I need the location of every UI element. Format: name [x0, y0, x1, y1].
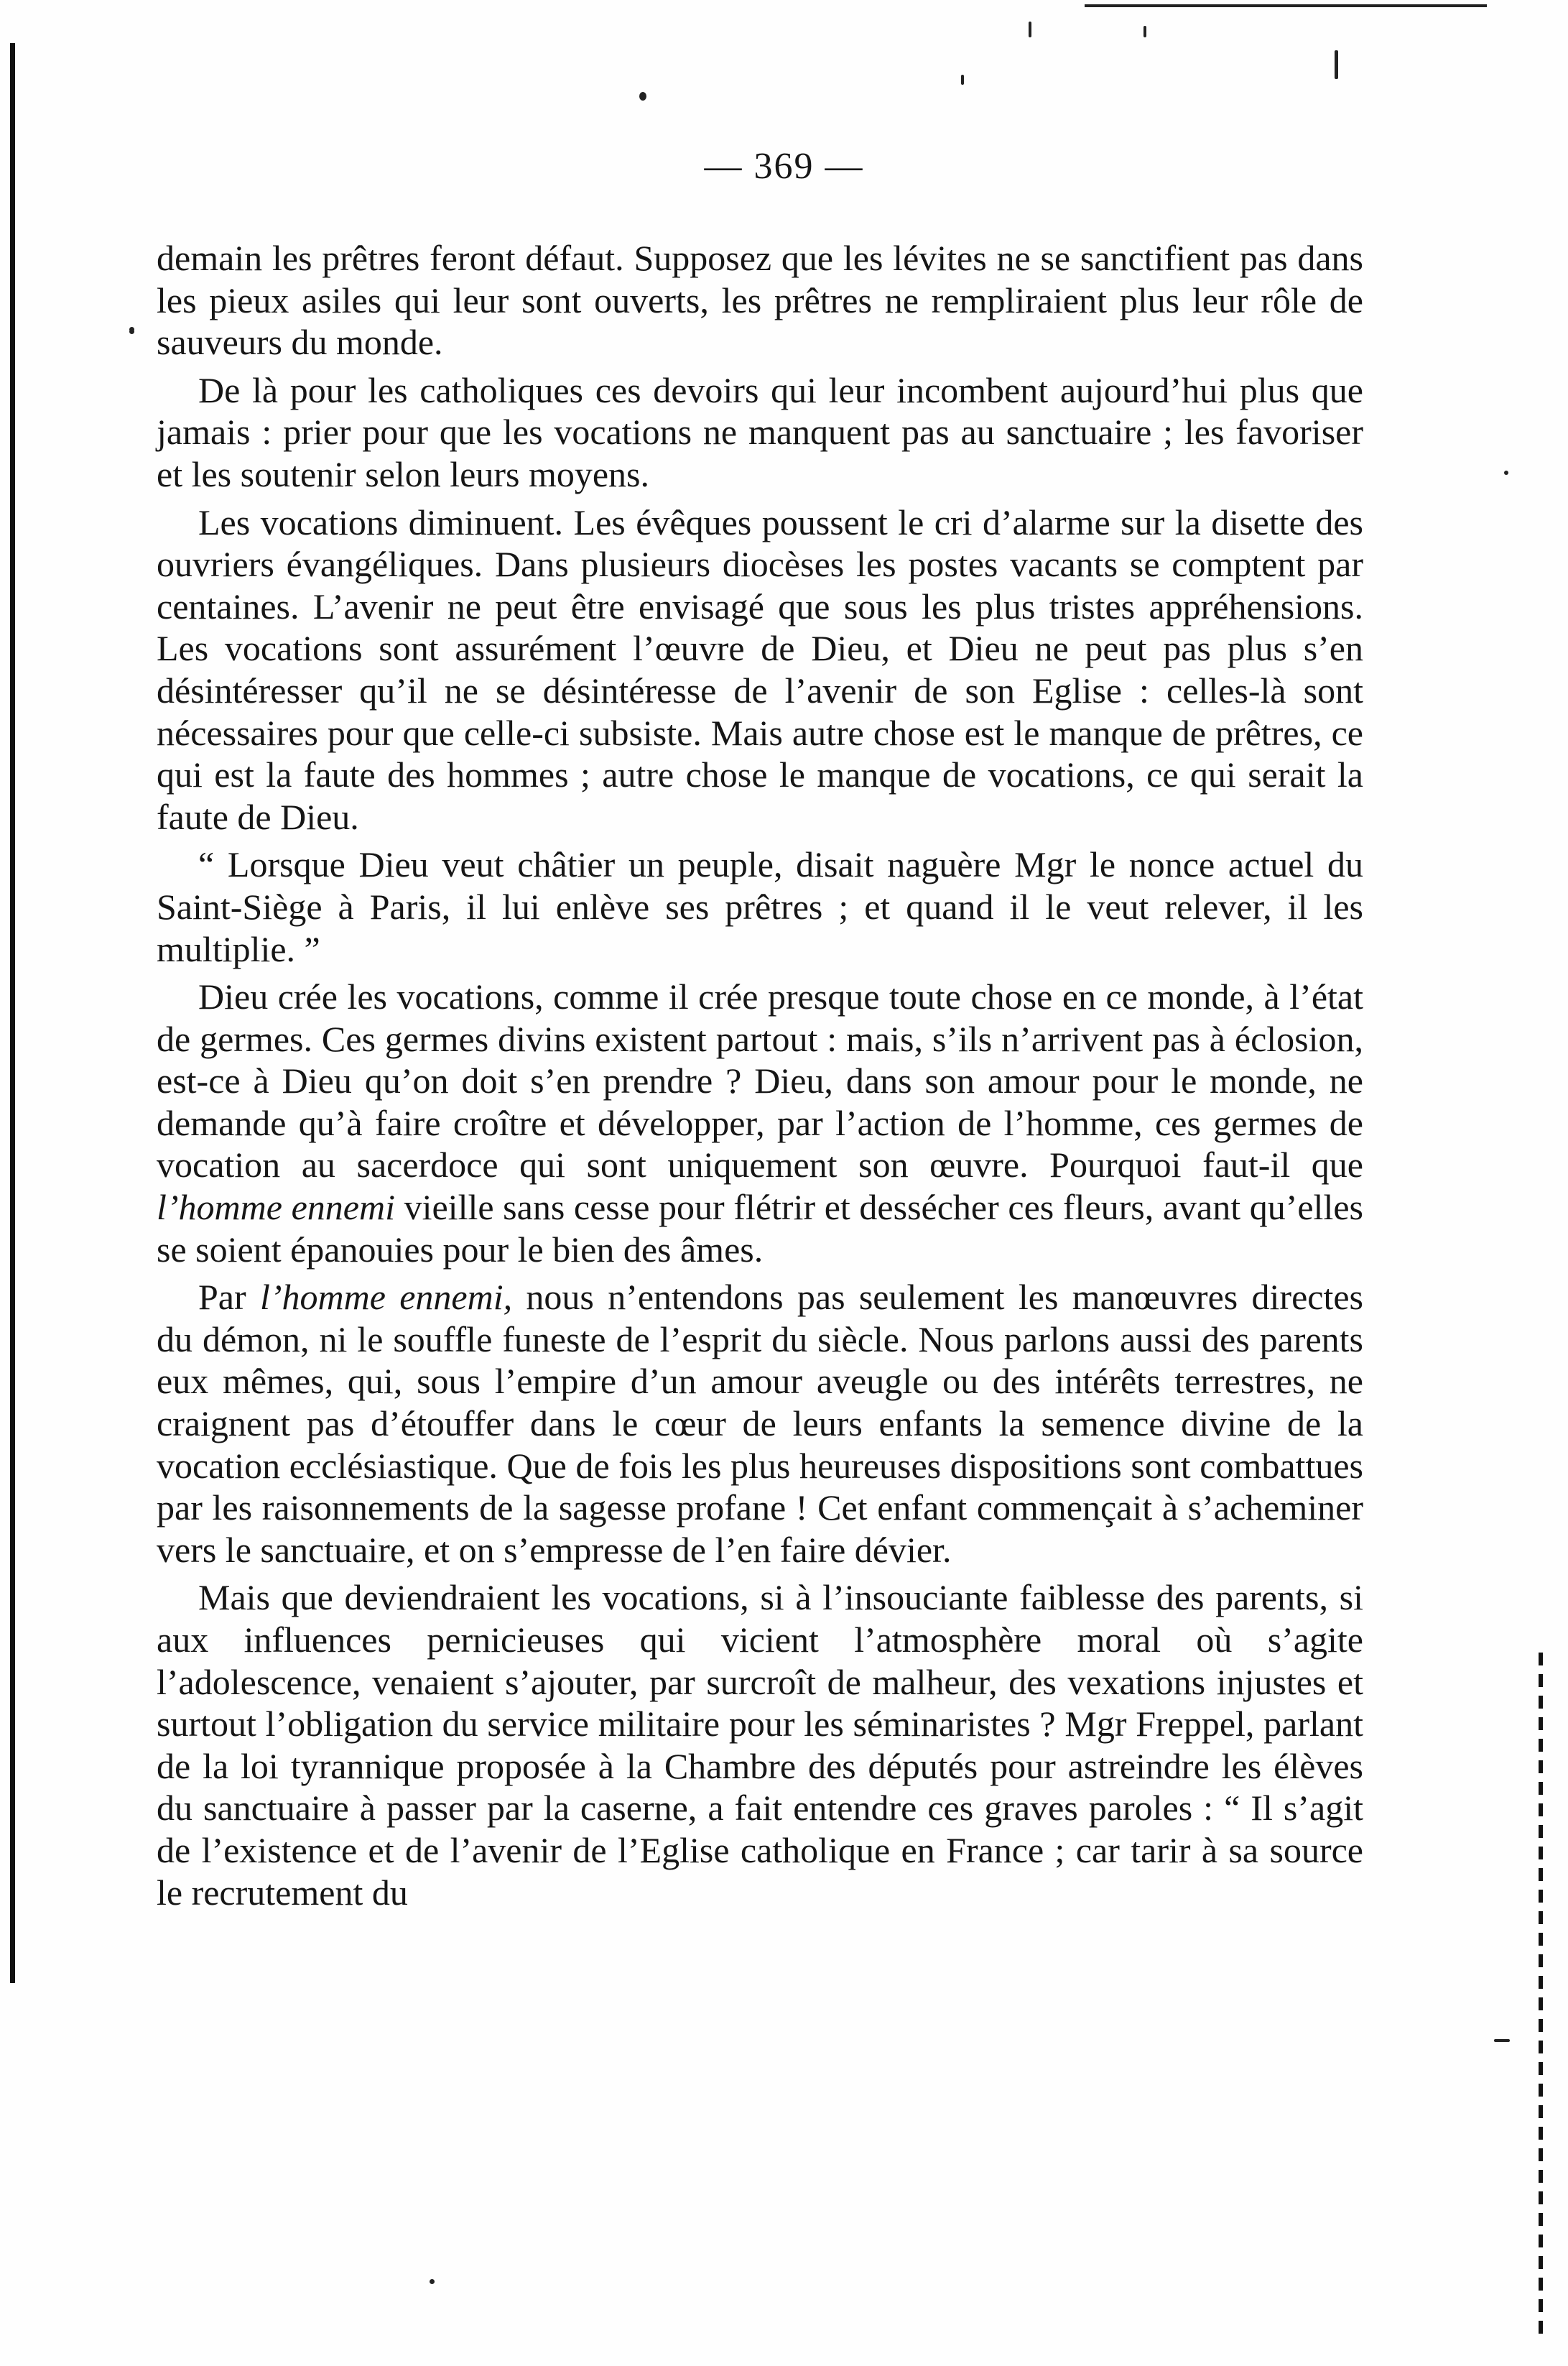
- text-run: Mais que deviendraient les vocations, si à l’insouciante faiblesse des parents, si aux influences pernicieuses qui vicient l’atmosphère moral où s’agite l’adolescence, venaient s’ajouter, par surcroît de malheur, des vexations injustes et surtout l’obligation du service militaire pour les séminaristes ? Mgr Freppel, parlant de la loi tyrannique proposée à la Chambre des députés pour astreindre les élèves du sanctuaire à passer par la caserne, a fait entendre ces graves paroles : “ Il s’agit de l’existence et de l’avenir de l’Eglise catholique en France ; car tarir à sa source le recrutement du: [157, 1577, 1363, 1913]
- print-speck: [1143, 26, 1146, 37]
- print-speck: [430, 2279, 435, 2284]
- text-run: Par: [198, 1277, 260, 1318]
- paragraph-p5: [157, 976, 1363, 1270]
- paragraph-p7: [157, 1576, 1363, 1913]
- page-number: — 369 —: [704, 146, 864, 187]
- text-run: Dieu crée les vocations, comme il crée presque toute chose en ce monde, à l’état de germes. Ces germes divins existent partout : mais, s’ils n’arrivent pas à éclosion, est-ce à Dieu qu’on doit s’en prendre ? Dieu, dans son amour pour le monde, ne demande qu’à faire croître et développer, par l’action de l’homme, ces germes de vocation au sacerdoce qui sont uniquement son œuvre. Pourquoi faut-il que: [157, 976, 1363, 1186]
- text-run: nous n’entendons pas seulement les manœuvres directes du démon, ni le souffle funeste de l’esprit du siècle. Nous parlons aussi des parents eux mêmes, qui, sous l’empire d’un amour aveugle ou des intérêts terrestres, ne craignent pas d’étouffer dans le cœur de leurs enfants la semence divine de la vocation ecclésiastique. Que de fois les plus heureuses dispositions sont combattues par les raisonnements de la sagesse profane ! Cet enfant commençait à s’acheminer vers le sanctuaire, et on s’empresse de l’en faire dévier.: [157, 1277, 1363, 1570]
- paragraph-p4: [157, 844, 1363, 970]
- paragraph-p2: [157, 369, 1363, 496]
- text-run: vieille sans cesse pour flétrir et dessécher ces fleurs, avant qu’elles se soient épanouies pour le bien des âmes.: [157, 1187, 1363, 1270]
- print-speck: [1494, 2039, 1510, 2042]
- text-run: “ Lorsque Dieu veut châtier un peuple, disait naguère Mgr le nonce actuel du Saint-Siège à Paris, il lui enlève ses prêtres ; et quand il le veut relever, il les multiplie. ”: [157, 844, 1363, 969]
- print-speck: [1504, 471, 1508, 475]
- text-run: demain les prêtres feront défaut. Supposez que les lévites ne se sanctifient pas dans les pieux asiles qui leur sont ouverts, les prêtres ne rempliraient plus leur rôle de sauveurs du monde.: [157, 238, 1363, 363]
- right-edge-mark: [1539, 1653, 1543, 2335]
- italic-phrase: l’homme ennemi,: [259, 1277, 513, 1318]
- paragraph-p6: [157, 1276, 1363, 1571]
- top-edge-mark: [1085, 4, 1487, 7]
- print-speck: [129, 329, 134, 334]
- text-run: De là pour les catholiques ces devoirs qui leur incombent aujourd’hui plus que jamais : prier pour que les vocations ne manquent pas au sanctuaire ; les favoriser et les soutenir selon leurs moyens.: [157, 369, 1363, 494]
- body-text: [157, 237, 1363, 1913]
- print-speck: [961, 75, 964, 85]
- italic-phrase: l’homme ennemi: [157, 1187, 395, 1228]
- binding-edge-mark: [10, 43, 15, 1983]
- print-speck: [639, 92, 646, 101]
- paragraph-p1: [157, 237, 1363, 364]
- print-speck: [1029, 22, 1031, 37]
- text-run: Les vocations diminuent. Les évêques poussent le cri d’alarme sur la disette des ouvriers évangéliques. Dans plusieurs diocèses les postes vacants se comptent par centaines. L’avenir ne peut être envisagé que sous les plus tristes appréhensions. Les vocations sont assurément l’œuvre de Dieu, et Dieu ne peut pas plus s’en désintéresser qu’il ne se désintéresse de l’avenir de son Eglise : celles-là sont nécessaires pour que celle-ci subsiste. Mais autre chose est le manque de prêtres, ce qui est la faute des hommes ; autre chose le manque de vocations, ce qui serait la faute de Dieu.: [157, 502, 1363, 837]
- paragraph-p3: [157, 502, 1363, 838]
- print-speck: [1335, 50, 1338, 79]
